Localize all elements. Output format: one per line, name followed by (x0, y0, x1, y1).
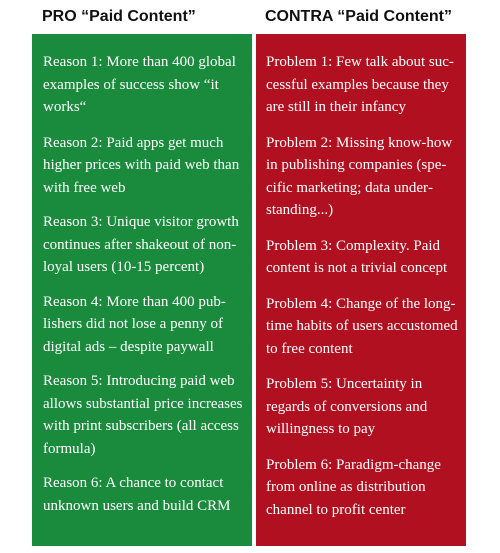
pro-reason-6: Reason 6: A chance to contact unknown users and build CRM (43, 475, 231, 514)
contra-problem-5: Problem 5: Uncertainty in regards of conversions and willingness to pay (266, 376, 428, 437)
pro-reason-2: Reason 2: Paid apps get much higher prices with paid web than with free web (43, 134, 240, 196)
contra-column-header: CONTRA “Paid Content” (265, 8, 452, 25)
contra-panel (256, 34, 466, 546)
pro-reason-3: Reason 3: Unique visitor growth continues after shakeout of non-loyal users (10-15 percent) (43, 214, 239, 275)
contra-problem-2: Problem 2: Missing know-how in publishing companies (specific marketing; data understanding...) (266, 134, 453, 218)
pro-column-header: PRO “Paid Content” (42, 8, 196, 25)
pro-reason-4: Reason 4: More than 400 publishers did not lose a penny of digital ads – despite paywall (43, 293, 226, 355)
contra-problem-6: Problem 6: Paradigm-change from online as distribution channel to profit center (266, 456, 441, 518)
contra-problem-4: Problem 4: Change of the long-time habits of users accustomed to free content (266, 295, 458, 357)
pro-reason-1: Reason 1: More than 400 global examples of success show “it works“ (43, 54, 236, 115)
contra-problem-1: Problem 1: Few talk about successful examples because they are still in their infancy (266, 54, 454, 115)
pro-reason-5: Reason 5: Introducing paid web allows substantial price increases with print subscribers (all access formula) (43, 373, 243, 457)
contra-problem-3: Problem 3: Complexity. Paid content is not a trivial concept (266, 237, 448, 276)
pro-panel (32, 34, 252, 546)
